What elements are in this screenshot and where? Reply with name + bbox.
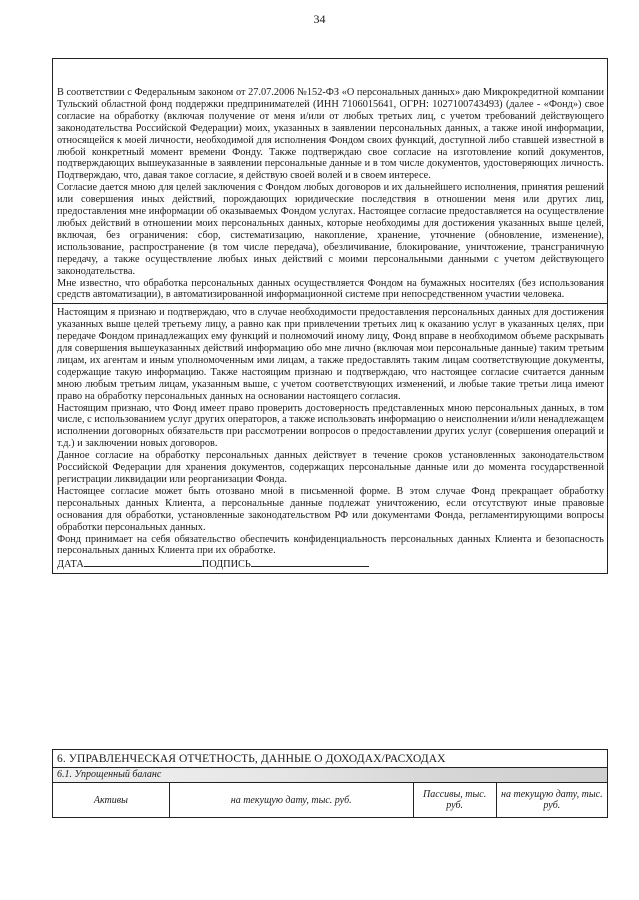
consent-section-purpose bbox=[53, 59, 607, 304]
consent-paragraph: Мне известно, что обработка персональных данных осуществляется Фондом на бумажных носителях (без использования средств автоматизации), в автоматизированной информационной системе при непосредственном участии человека. bbox=[57, 277, 604, 301]
consent-paragraph: В соответствии с Федеральным законом от 27.07.2006 №152-ФЗ «О персональных данных» даю Микрокредитной компании Тульский областной фонд поддержки предпринимателей (ИНН 7106015641, ОГРН: 1027100743493) (далее - «Фонд») свое согласие на обработку (включая получение от меня и/или от любых третьих лиц, с учетом требований действующего законодательства Российской Федерации) моих, указанных в заявлении персональных данных, а также иной информации, относящейся к моей личности, необходимой для исполнения Фондом своих функций, доступной либо ставшей известной в любой конкретный момент времени Фонду. Также подтверждаю свое согласие на изготовление копий документов, подтверждающих вышеуказанные в заявлении персональные данные и в том числе документов, удостоверяющих личность. Подтверждаю, что, давая такое согласие, я действую своей волей и в своем интересе. bbox=[57, 87, 604, 182]
consent-paragraph: Данное согласие на обработку персональных данных действует в течение сроков установленных законодательством Российской Федерации для хранения документов, содержащих персональные данные или до момента государственной регистрации ликвидации или реорганизации Фонда. bbox=[57, 450, 604, 485]
management-reporting-section bbox=[52, 749, 608, 818]
consent-paragraph: Фонд принимает на себя обязательство обеспечить конфиденциальность персональных данных Клиента и безопасность персональных данных Клиента при их обработке. bbox=[57, 533, 604, 557]
signature-field[interactable] bbox=[251, 557, 369, 567]
column-header: на текущую дату, тыс. руб. bbox=[501, 789, 603, 811]
column-header: Активы bbox=[53, 783, 169, 817]
date-field[interactable] bbox=[84, 557, 202, 567]
subsection-title: 6.1. Упрощенный баланс bbox=[53, 768, 607, 783]
consent-paragraph: Настоящим я признаю и подтверждаю, что в случае необходимости предоставления персональных данных для достижения указанных выше целей третьему лицу, а равно как при привлечении третьих лиц к оказанию услуг в указанных целях, при передаче Фондом принадлежащих ему функций и полномочий иному лицу, Фонд вправе в необходимом объеме раскрывать для совершения вышеуказанных действий информацию обо мне лично (включая мои персональные данные) таким третьим лицам, их агентам и иным уполномоченным ими лицам, а также предоставлять таким лицам соответствующие документы, содержащие такую информацию. Также настоящим признаю и подтверждаю, что настоящее согласие считается данным мною любым третьим лицам, указанным выше, с учетом соответствующих изменений, и любые такие третьи лица имеют право на обработку персональных данных на основании настоящего согласия. bbox=[57, 307, 604, 402]
signature-label: ПОДПИСЬ bbox=[201, 559, 251, 571]
consent-paragraph: Настоящим признаю, что Фонд имеет право проверить достоверность представленных мною персональных данных, в том числе, с использованием услуг других операторов, а также использовать информацию о неисполнении и/или ненадлежащем исполнении договорных обязательств при рассмотрении вопросов о предоставлении других услуг (совершения операций и т.д.) и заключении новых договоров. bbox=[57, 402, 604, 450]
consent-paragraph: Настоящее согласие может быть отозвано мной в письменной форме. В этом случае Фонд прекращает обработку персональных данных Клиента, а персональные данные подлежат уничтожению, если отсутствуют иные правовые основания для обработки, установленные законодательством РФ или документами Фонда, регламентирующими вопросы обработки персональных данных. bbox=[57, 485, 604, 533]
signature-line bbox=[57, 557, 604, 571]
consent-section-third-parties bbox=[53, 304, 607, 573]
column-header: на текущую дату, тыс. руб. bbox=[169, 783, 413, 817]
section-title: 6. УПРАВЛЕНЧЕСКАЯ ОТЧЕТНОСТЬ, ДАННЫЕ О ДОХОДАХ/РАСХОДАХ bbox=[53, 750, 607, 768]
date-label: ДАТА bbox=[57, 559, 84, 571]
page-number: 34 bbox=[313, 12, 326, 26]
consent-paragraph: Согласие дается мною для целей заключения с Фондом любых договоров и их дальнейшего исполнения, принятия решений или совершения иных действий, порождающих юридические последствия в отношении меня или других лиц, предоставления мне информации об оказываемых Фондом услугах. Настоящее согласие предоставляется на осуществление любых действий в отношении моих персональных данных, которые необходимы для достижения указанных выше целей, включая, без ограничения: сбор, систематизацию, накопление, хранение, уточнение (обновление, изменение), использование, распространение (в том числе передача), обезличивание, блокирование, уничтожение, трансграничную передачу, а также осуществление любых иных действий с моими персональными данными с учетом действующего законодательства. bbox=[57, 182, 604, 277]
personal-data-consent bbox=[52, 58, 608, 574]
column-header: Пассивы, тыс. руб. bbox=[413, 783, 496, 817]
table-header-row bbox=[53, 783, 607, 817]
simplified-balance-table bbox=[53, 783, 607, 817]
